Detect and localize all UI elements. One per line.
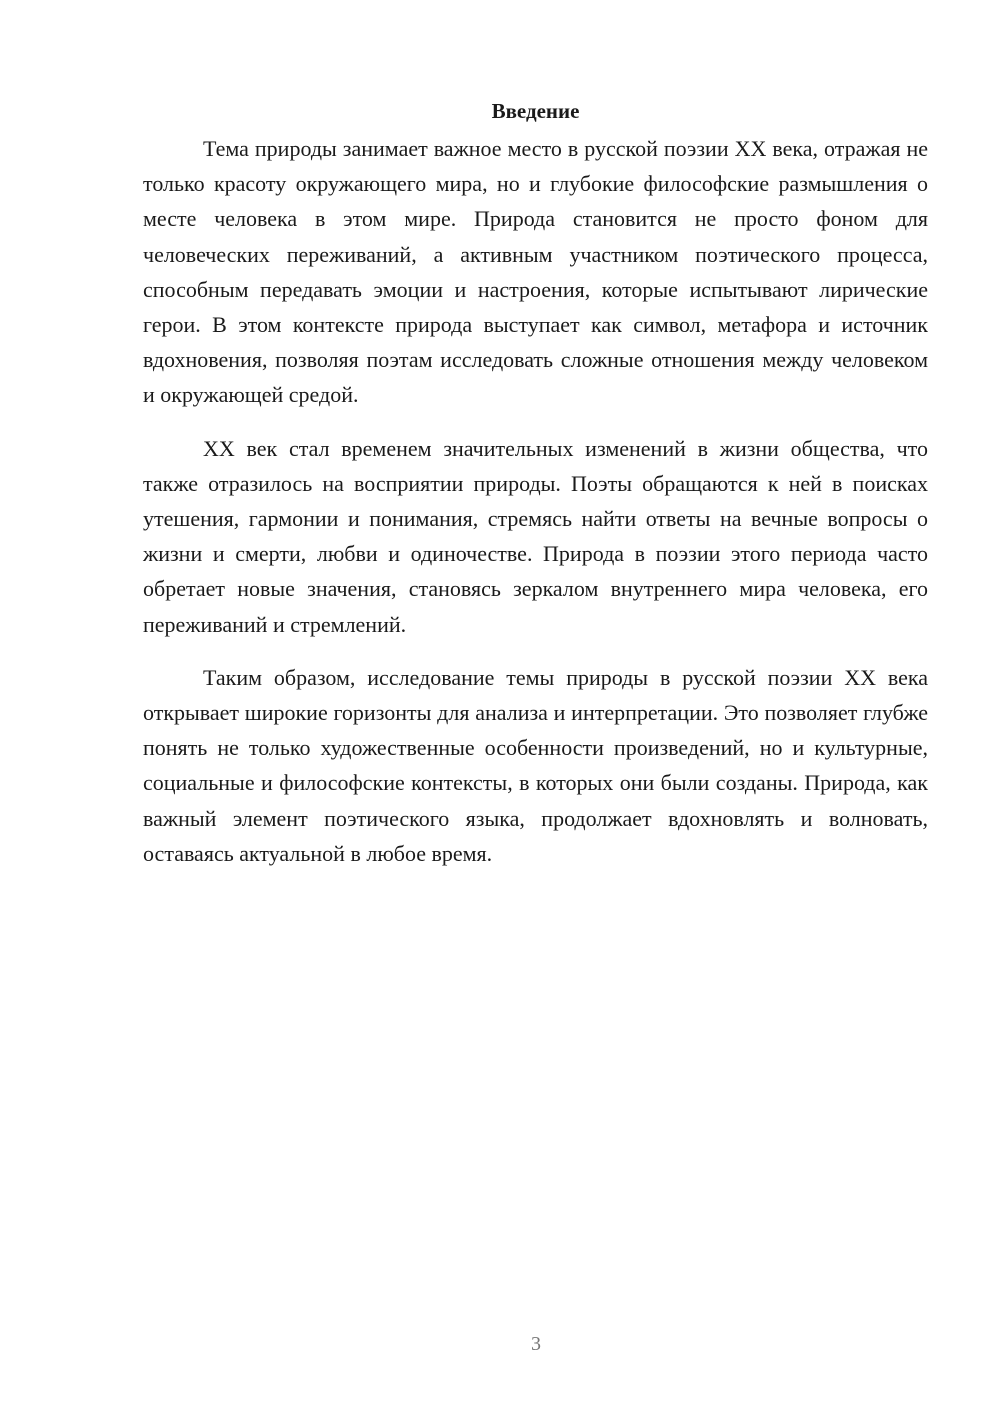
section-title: Введение	[491, 99, 580, 123]
paragraph-1: Тема природы занимает важное место в русской поэзии XX века, отражая не только красоту окружающего мира, но и глубокие философские размышления о месте человека в этом мире. Природа становится не просто фоном для человеческих переживаний, а активным участником поэтического процесса, способным передавать эмоции и настроения, которые испытывают лирические герои. В этом контексте природа выступает как символ, метафора и источник вдохновения, позволяя поэтам исследовать сложные отношения между человеком и окружающей средой.	[143, 136, 928, 408]
paragraph-3: Таким образом, исследование темы природы в русской поэзии XX века открывает широкие горизонты для анализа и интерпретации. Это позволяет глубже понять не только художественные особенности произведений, но и культурные, социальные и философские контексты, в которых они были созданы. Природа, как важный элемент поэтического языка, продолжает вдохновлять и волновать, оставаясь актуальной в любое время.	[143, 664, 928, 866]
page-content	[143, 96, 928, 889]
page-number: 3	[531, 1333, 541, 1355]
paragraph-2: XX век стал временем значительных изменений в жизни общества, что также отразилось на восприятии природы. Поэты обращаются к ней в поисках утешения, гармонии и понимания, стремясь найти ответы на вечные вопросы о жизни и смерти, любви и одиночестве. Природа в поэзии этого периода часто обретает новые значения, становясь зеркалом внутреннего мира человека, его переживаний и стремлений.	[143, 435, 928, 637]
